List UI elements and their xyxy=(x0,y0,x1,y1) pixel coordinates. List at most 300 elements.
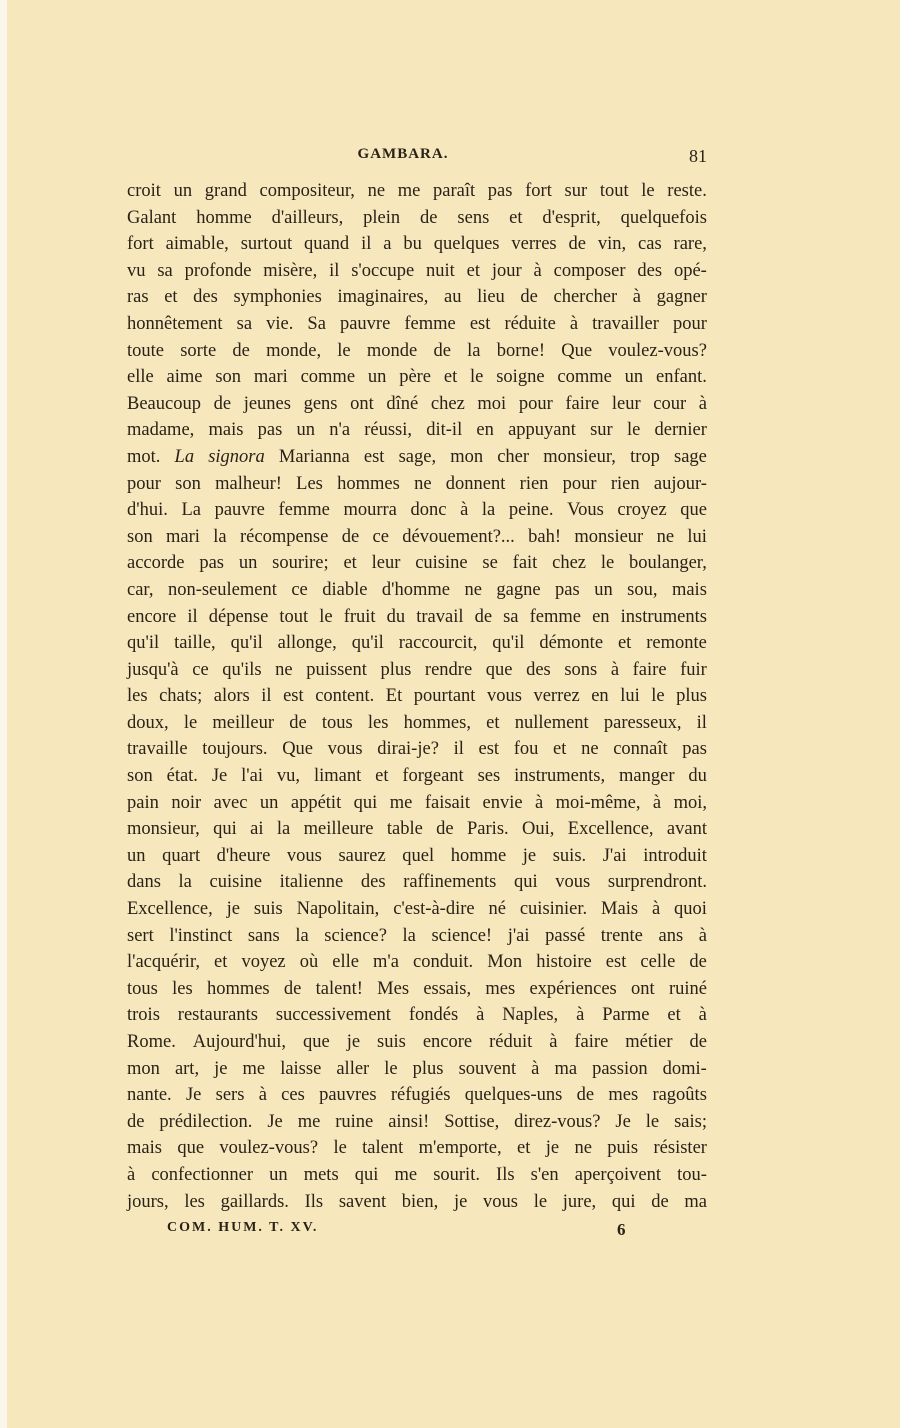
word: Ils xyxy=(304,1191,324,1212)
word: bien, xyxy=(401,1191,439,1212)
word: elle xyxy=(332,952,359,973)
word: Paris. xyxy=(467,819,509,840)
word: puissent xyxy=(306,659,367,680)
word: borne! xyxy=(496,340,546,361)
word: les xyxy=(184,1191,205,1212)
word: état. xyxy=(166,766,198,787)
word: fou xyxy=(513,739,539,760)
word: celle xyxy=(640,952,676,973)
word: sa xyxy=(157,260,173,281)
word: et xyxy=(486,712,500,733)
word: me xyxy=(397,181,421,201)
word: essais, xyxy=(423,978,472,999)
word: des xyxy=(360,872,386,893)
text-line xyxy=(127,710,707,737)
page-number: 81 xyxy=(689,146,707,166)
word: ans xyxy=(658,925,684,946)
word: et xyxy=(617,633,632,654)
word: je xyxy=(214,1058,228,1079)
word: de xyxy=(520,287,538,308)
word: donc xyxy=(410,500,447,521)
word: successivement xyxy=(275,1005,391,1026)
text-line xyxy=(127,604,707,631)
text-line xyxy=(127,391,707,418)
word: le xyxy=(626,420,641,441)
word: sourit. xyxy=(433,1164,480,1185)
text-line xyxy=(127,923,707,950)
word: Et xyxy=(385,686,403,707)
word: Vous xyxy=(567,500,604,521)
word: d'ailleurs, xyxy=(271,207,344,228)
word: qui xyxy=(513,872,538,893)
word: paraît xyxy=(432,181,476,201)
word: la xyxy=(481,500,496,521)
word: s'occupe xyxy=(351,260,415,281)
word: cuisinier. xyxy=(519,899,588,920)
word: histoire xyxy=(536,952,592,973)
word: Les xyxy=(296,473,323,494)
word: plus xyxy=(380,659,412,680)
word: composer xyxy=(553,260,626,281)
word: a xyxy=(383,234,392,255)
word: ma xyxy=(554,1058,578,1079)
word: monsieur, xyxy=(543,446,616,467)
word: le xyxy=(651,686,665,707)
word: dernier xyxy=(654,420,707,441)
word: de xyxy=(289,712,307,733)
word: à xyxy=(476,1005,485,1026)
word: qu'il xyxy=(492,633,525,654)
word: mari xyxy=(253,367,288,388)
word: italienne xyxy=(279,872,344,893)
word: que xyxy=(177,1138,205,1159)
word: de xyxy=(576,1085,595,1106)
word: cher xyxy=(497,446,530,467)
word: dit-il xyxy=(426,420,463,441)
word: expériences xyxy=(529,978,617,999)
word: métier xyxy=(625,1032,673,1052)
word: aimable, xyxy=(165,234,229,255)
word: nante. xyxy=(127,1085,172,1106)
text-line xyxy=(127,1109,707,1136)
text-line xyxy=(127,1135,707,1162)
word: pour xyxy=(518,393,553,414)
word: enfant. xyxy=(655,367,707,388)
word: de xyxy=(341,526,360,547)
word: tout xyxy=(599,181,629,201)
word: hommes, xyxy=(403,712,471,733)
word: réduit xyxy=(489,1032,533,1052)
word: du xyxy=(688,766,707,787)
word: content. xyxy=(315,686,375,707)
word: c'est-à-dire xyxy=(393,899,475,920)
word: réduite xyxy=(504,313,556,334)
word: il xyxy=(453,739,464,760)
word: puis xyxy=(607,1138,639,1159)
word: au xyxy=(443,287,462,308)
word: fondés xyxy=(408,1005,459,1026)
word: le xyxy=(470,367,484,388)
word: ne xyxy=(414,473,432,494)
word: pourtant xyxy=(413,686,476,707)
word: ce xyxy=(291,579,308,600)
word: pour xyxy=(127,473,161,494)
word: Que xyxy=(282,739,314,760)
word: femme xyxy=(278,500,330,521)
word: cuisine xyxy=(209,872,262,893)
word: et xyxy=(214,952,228,973)
word: raffinements xyxy=(403,872,497,893)
word: sons xyxy=(564,659,598,680)
word: Je xyxy=(267,1111,283,1132)
text-line xyxy=(127,657,707,684)
word: vous xyxy=(327,739,363,760)
word: sage, xyxy=(398,446,437,467)
word: suis xyxy=(253,899,283,920)
page-body xyxy=(127,178,707,1215)
word: vu xyxy=(127,260,146,281)
word: sorte xyxy=(180,340,217,361)
word: homme xyxy=(196,207,252,228)
word: fort xyxy=(127,234,154,255)
word: où xyxy=(299,952,319,973)
word: Excellence, xyxy=(127,899,213,920)
word: leur xyxy=(371,553,401,574)
word: le xyxy=(183,712,198,733)
word: compositeur, xyxy=(259,181,355,201)
word: un xyxy=(238,553,258,574)
word: travail xyxy=(416,606,464,627)
word: des xyxy=(526,659,551,680)
word: n'a xyxy=(329,420,351,441)
word: cas xyxy=(638,234,662,255)
word: je xyxy=(226,899,241,920)
word: le xyxy=(319,606,333,627)
word: hommes xyxy=(337,473,400,494)
word: appétit xyxy=(290,792,342,813)
word: Sa xyxy=(307,313,326,334)
word: homme xyxy=(450,845,507,866)
word: vie. xyxy=(266,313,294,334)
word: il xyxy=(696,712,707,733)
word: opé- xyxy=(673,260,707,281)
word: faire xyxy=(565,393,600,414)
word: les xyxy=(172,978,193,999)
word: de xyxy=(436,819,454,840)
word: pain xyxy=(127,792,159,813)
text-line xyxy=(127,1029,707,1056)
word: alors xyxy=(213,686,250,707)
word: réfugiés xyxy=(390,1085,451,1106)
word: la xyxy=(467,340,481,361)
word: à xyxy=(549,1032,558,1052)
word: sourire; xyxy=(272,553,329,574)
word: jusqu'à xyxy=(127,659,179,680)
word: à xyxy=(632,287,641,308)
word: science! xyxy=(431,925,493,946)
text-line xyxy=(127,258,707,285)
word: son xyxy=(175,473,201,494)
word: faire xyxy=(632,659,667,680)
word: il xyxy=(261,686,272,707)
word: est xyxy=(605,952,627,973)
word: forgeant xyxy=(402,766,464,787)
word: Beaucoup xyxy=(127,393,201,414)
word: m'a xyxy=(373,952,399,973)
word: Oui, xyxy=(522,819,555,840)
word: de xyxy=(689,952,707,973)
word: à xyxy=(698,925,707,946)
word: ne xyxy=(581,739,599,760)
word: mets xyxy=(303,1164,339,1185)
word: reste. xyxy=(667,181,707,201)
word: vous xyxy=(486,686,522,707)
word: tous xyxy=(321,712,353,733)
word: plein xyxy=(363,207,401,228)
word: cuisine xyxy=(415,553,468,574)
word: Je xyxy=(185,1085,202,1106)
word: à xyxy=(698,1005,707,1026)
word: ne xyxy=(656,526,675,547)
text-line xyxy=(127,790,707,817)
word: du xyxy=(386,606,406,627)
word: honnêtement xyxy=(127,313,223,334)
text-line xyxy=(127,364,707,391)
word: est xyxy=(283,686,304,707)
word: encore xyxy=(422,1032,473,1052)
word: des xyxy=(637,260,663,281)
word: croit xyxy=(127,181,161,201)
word: souvent xyxy=(458,1058,517,1079)
word: travailler xyxy=(592,313,659,334)
text-line xyxy=(127,630,707,657)
word: introduit xyxy=(643,845,707,866)
word: et xyxy=(509,207,523,228)
word: il xyxy=(361,234,372,255)
word: diable xyxy=(322,579,368,600)
word: sur xyxy=(590,420,613,441)
word: est xyxy=(363,446,385,467)
word: gagner xyxy=(656,287,707,308)
word: fort xyxy=(525,181,552,201)
word: grand xyxy=(204,181,247,201)
word: les xyxy=(127,686,148,707)
word: mari xyxy=(166,526,200,547)
word: instruments, xyxy=(514,766,606,787)
word: d'hui. xyxy=(127,500,168,521)
word: pauvre xyxy=(214,500,265,521)
word: fuir xyxy=(680,659,707,680)
word: fait xyxy=(512,553,538,574)
word: les xyxy=(367,712,389,733)
text-line xyxy=(127,205,707,232)
word: faisait xyxy=(424,792,471,813)
word: à xyxy=(576,1005,585,1026)
word: Napolitain, xyxy=(296,899,380,920)
word: Naples, xyxy=(502,1005,559,1026)
word: la xyxy=(213,526,227,547)
word: monde xyxy=(366,340,418,361)
word: jure, xyxy=(562,1191,597,1212)
word: il xyxy=(329,260,340,281)
page-edge xyxy=(0,0,7,1428)
word: vu, xyxy=(276,766,301,787)
word: sens xyxy=(457,207,490,228)
word: qui xyxy=(353,792,378,813)
word: pour xyxy=(672,313,707,334)
word: qui xyxy=(611,1191,636,1212)
word: aime xyxy=(166,367,203,388)
word: trop xyxy=(630,446,660,467)
word: talent xyxy=(362,1138,404,1159)
word: la xyxy=(276,819,291,840)
word: dépense xyxy=(208,606,269,627)
word: cour xyxy=(653,393,687,414)
word: savent xyxy=(338,1191,387,1212)
word: hommes xyxy=(206,978,270,999)
text-line xyxy=(127,550,707,577)
word: comme xyxy=(557,367,612,388)
word: non-seulement xyxy=(167,579,277,600)
word: aujour- xyxy=(653,473,707,494)
word: trente xyxy=(600,925,643,946)
word: jours, xyxy=(127,1191,169,1212)
word: surprendront. xyxy=(607,872,707,893)
word: mourra xyxy=(343,500,397,521)
word: quelquefois xyxy=(620,207,707,228)
word: boulanger, xyxy=(629,553,707,574)
word: allonge, xyxy=(277,633,337,654)
word: en xyxy=(591,686,609,707)
word: un xyxy=(127,845,146,866)
word: le xyxy=(600,553,615,574)
word: science? xyxy=(324,925,387,946)
word: à xyxy=(652,792,662,813)
word: mais xyxy=(671,579,707,600)
word: mon xyxy=(127,1058,160,1079)
text-line xyxy=(127,896,707,923)
word: Excellence, xyxy=(567,819,654,840)
word: son xyxy=(127,526,153,547)
word: jeunes xyxy=(243,393,291,414)
word: un xyxy=(296,420,316,441)
word: quart xyxy=(162,845,201,866)
word: saurez xyxy=(338,845,386,866)
word: mais xyxy=(208,420,244,441)
word: le xyxy=(337,340,351,361)
word: plus xyxy=(676,686,707,707)
word: chez xyxy=(552,553,587,574)
word: moi-même, xyxy=(555,792,641,813)
word: meilleur xyxy=(212,712,275,733)
word: de xyxy=(127,1111,145,1132)
word: passion xyxy=(592,1058,648,1079)
word: plus xyxy=(412,1058,444,1079)
word: le xyxy=(384,1058,398,1079)
word: soigne xyxy=(496,367,545,388)
word: me xyxy=(389,792,413,813)
word: de xyxy=(568,234,586,255)
word: est xyxy=(478,739,500,760)
word: peine. xyxy=(508,500,554,521)
word: bah! xyxy=(528,526,562,547)
word: ce xyxy=(192,659,209,680)
word: de xyxy=(283,978,302,999)
word: à xyxy=(533,260,542,281)
signature-mark: COM. HUM. T. XV. xyxy=(167,1220,319,1235)
word: est xyxy=(469,313,491,334)
word: connaît xyxy=(613,739,668,760)
word: misère, xyxy=(263,260,318,281)
word: l'instinct xyxy=(169,925,233,946)
text-line xyxy=(127,284,707,311)
word: à xyxy=(610,659,620,680)
word: accorde xyxy=(127,553,185,574)
word: confectionner xyxy=(151,1164,254,1185)
word: aperçoivent xyxy=(574,1164,662,1185)
word: me xyxy=(394,1164,418,1185)
word: sur xyxy=(564,181,588,201)
word: et xyxy=(516,1138,531,1159)
word: ai xyxy=(250,819,264,840)
page-footer xyxy=(127,1220,707,1244)
word: à xyxy=(698,393,707,414)
word: Rome. xyxy=(127,1032,176,1052)
word: monsieur xyxy=(574,526,644,547)
word: dévouement?... xyxy=(402,526,515,547)
word: Mais xyxy=(601,899,639,920)
word: Ils xyxy=(496,1164,515,1185)
word: J'ai xyxy=(602,845,627,866)
word: mot. xyxy=(127,446,161,467)
word: meilleure xyxy=(303,819,374,840)
word: à xyxy=(531,1058,540,1079)
word: mais xyxy=(127,1138,162,1159)
word: la xyxy=(295,925,309,946)
word: chez xyxy=(430,393,465,414)
word: quelques xyxy=(433,234,500,255)
text-line xyxy=(127,497,707,524)
word: de xyxy=(420,207,438,228)
word: me xyxy=(297,1111,321,1132)
word: pas xyxy=(199,553,224,574)
text-line xyxy=(127,178,707,205)
word: ne xyxy=(574,1138,592,1159)
word: remonte xyxy=(646,633,707,654)
italic-word: La xyxy=(174,446,195,467)
word: avec xyxy=(213,792,248,813)
word: un xyxy=(624,367,644,388)
word: pas xyxy=(682,739,707,760)
word: toujours. xyxy=(202,739,268,760)
word: sou, xyxy=(627,579,658,600)
word: Marianna xyxy=(278,446,350,467)
word: quelques-uns xyxy=(464,1085,563,1106)
word: des xyxy=(193,287,218,308)
word: pour xyxy=(562,473,597,494)
word: avant xyxy=(666,819,707,840)
word: lui xyxy=(620,686,640,707)
text-line xyxy=(127,949,707,976)
word: art, xyxy=(174,1058,200,1079)
word: Parme xyxy=(602,1005,650,1026)
word: Je xyxy=(211,766,228,787)
word: je xyxy=(346,1032,361,1052)
word: j'ai xyxy=(507,925,530,946)
word: de xyxy=(689,1032,707,1052)
word: croyez xyxy=(617,500,667,521)
word: ne xyxy=(275,659,293,680)
